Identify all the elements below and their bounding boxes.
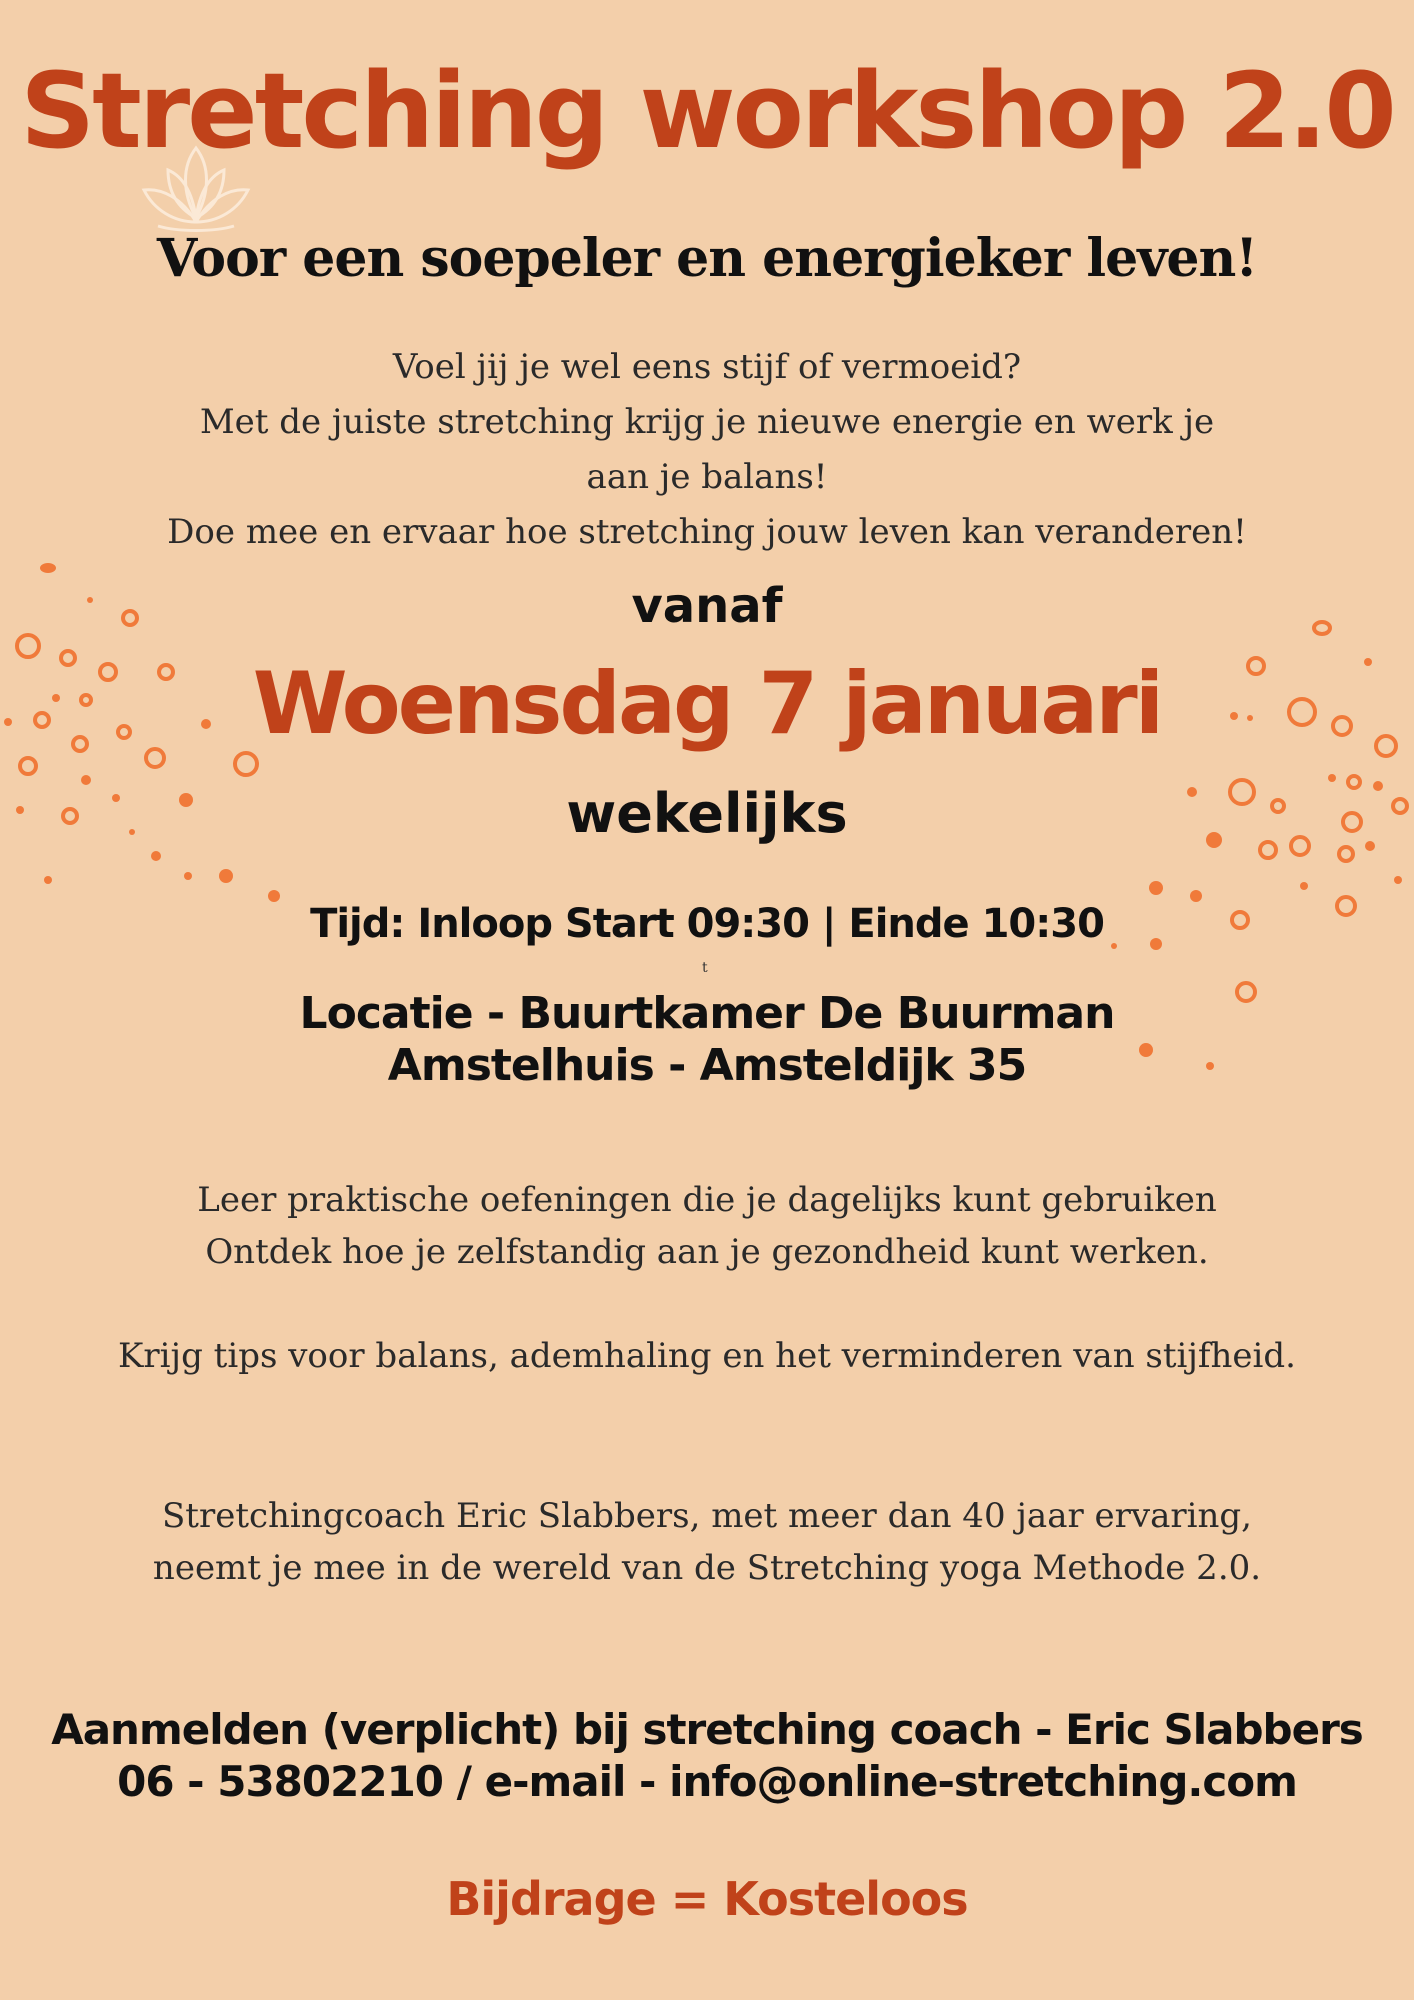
address-line: Amstelhuis - Amsteldijk 35 [387,1040,1027,1091]
frequency-label: wekelijks [566,782,848,845]
body-line: Ontdek hoe je zelfstandig aan je gezondheid kunt werken. [205,1232,1209,1272]
stray-mark: t [702,960,708,976]
tips-block [0,1330,1414,1382]
subtitle: Voor een soepeler en energieker leven! [156,228,1258,289]
intro-line: Voel jij je wel eens stijf of vermoeid? [392,347,1022,387]
location-line: Locatie - Buurtkamer De Buurman [299,988,1115,1039]
body-line: Stretchingcoach Eric Slabbers, met meer dan 40 jaar ervaring, [162,1496,1252,1536]
signup-info [0,1704,1414,1808]
intro-line: Doe mee en ervaar hoe stretching jouw leven kan veranderen! [167,512,1247,552]
benefits-block [0,1174,1414,1278]
intro-line: Met de juiste stretching krijg je nieuwe energie en werk je [199,402,1215,442]
intro-text [0,340,1414,560]
contact-line: 06 - 53802210 / e-mail - info@online-stretching.com [117,1757,1297,1806]
from-label: vanaf [631,578,783,634]
page-title: Stretching workshop 2.0 [20,50,1394,172]
body-line: Leer praktische oefeningen die je dagelijks kunt gebruiken [197,1180,1217,1220]
intro-line: aan je balans! [586,457,828,497]
signup-line: Aanmelden (verplicht) bij stretching coach - Eric Slabbers [51,1705,1363,1754]
fee-label: Bijdrage = Kosteloos [446,1872,968,1926]
coach-block [0,1490,1414,1594]
body-line: neemt je mee in de wereld van de Stretching yoga Methode 2.0. [152,1548,1262,1588]
start-date: Woensdag 7 januari [252,654,1162,754]
body-line: Krijg tips voor balans, ademhaling en het verminderen van stijfheid. [118,1336,1296,1376]
location-info [0,988,1414,1092]
time-info: Tijd: Inloop Start 09:30 | Einde 10:30 [310,901,1104,947]
